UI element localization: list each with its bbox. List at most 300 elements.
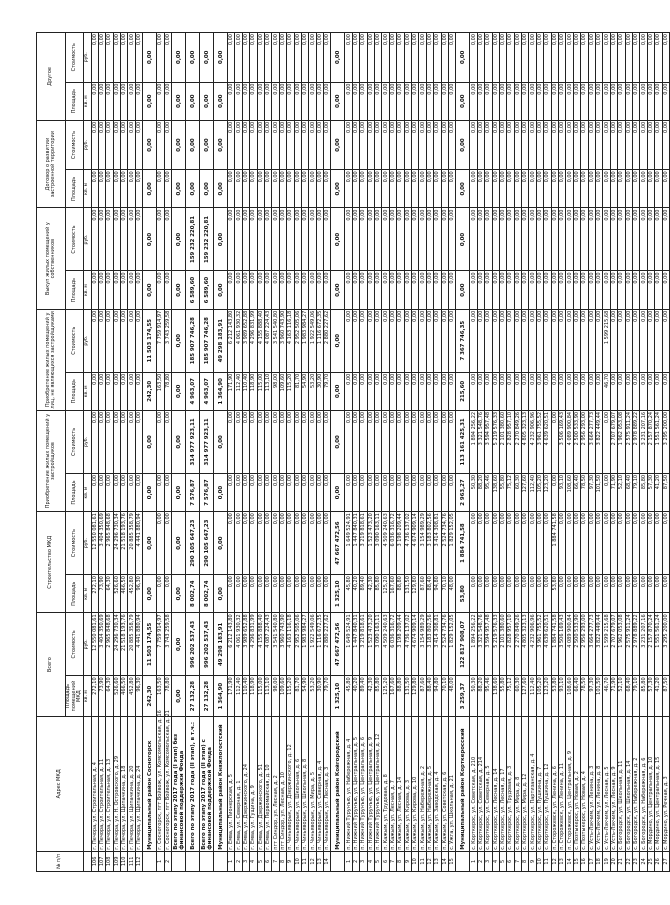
other-area: 0,00 <box>397 82 404 120</box>
contract-cost: 0,00 <box>172 120 186 169</box>
total-area: 125,20 <box>382 676 389 716</box>
other-acq-cost: 0,00 <box>128 309 135 372</box>
contract-area: 0,00 <box>536 170 543 208</box>
contract-area: 0,00 <box>272 170 279 208</box>
other-cost: 0,00 <box>287 33 294 83</box>
other-cost: 0,00 <box>98 33 105 83</box>
construction-area: 94,80 <box>434 575 441 613</box>
developer-area: 0,00 <box>287 473 294 511</box>
total-cost: 1 523 473,20 <box>367 613 374 676</box>
total-cost: 2 707 679,07 <box>610 613 617 676</box>
other-cost: 0,00 <box>186 33 200 83</box>
developer-area: 50,30 <box>470 473 477 511</box>
total-cost: 7 759 914,97 <box>157 613 164 676</box>
total-cost: 4 639 620,51 <box>544 613 551 676</box>
other-area: 0,00 <box>632 82 639 120</box>
row-address: г. Емва, ул. Пионерская, д. 5 <box>228 716 235 851</box>
construction-cost: 1 829 152,05 <box>448 512 455 575</box>
contract-area: 0,00 <box>434 170 441 208</box>
other-acq-cost: 0,00 <box>551 309 558 372</box>
total-area: 109,60 <box>279 676 286 716</box>
payment-cost: 0,00 <box>228 208 235 271</box>
payment-area: 0,00 <box>389 271 396 309</box>
row-address: г. Печора, ул. Строительная, д. 11 <box>98 716 105 851</box>
contract-area: 0,00 <box>172 170 186 208</box>
other-area: 0,00 <box>499 82 506 120</box>
other-acq-area: 113,10 <box>264 372 271 410</box>
construction-area: 0,00 <box>632 575 639 613</box>
total-cost: 2 500 533,90 <box>573 613 580 676</box>
construction-area: 0,00 <box>228 575 235 613</box>
other-cost: 0,00 <box>301 33 308 83</box>
other-area: 0,00 <box>655 82 662 120</box>
other-cost: 0,00 <box>257 33 264 83</box>
other-area: 0,00 <box>536 82 543 120</box>
other-area: 0,00 <box>157 82 164 120</box>
total-cost: 4 155 888,40 <box>257 613 264 676</box>
unit-blank <box>83 851 91 871</box>
payment-area: 0,00 <box>352 271 359 309</box>
contract-cost: 0,00 <box>397 120 404 169</box>
other-acq-cost: 0,00 <box>640 309 647 372</box>
other-cost: 0,00 <box>559 33 566 83</box>
payment-cost: 0,00 <box>287 208 294 271</box>
total-cost: 3 198 209,44 <box>397 613 404 676</box>
payment-area: 0,00 <box>485 271 492 309</box>
contract-cost: 0,00 <box>106 120 113 169</box>
row-address: п. Кажым, ул. Набережная, д. 2 <box>419 716 426 851</box>
developer-area: 0,00 <box>113 473 120 511</box>
construction-area: 53,80 <box>456 575 470 613</box>
contract-cost: 0,00 <box>309 120 316 169</box>
other-acq-cost: 0,00 <box>477 309 484 372</box>
payment-cost: 0,00 <box>113 208 120 271</box>
other-area: 0,00 <box>367 82 374 120</box>
payment-area: 0,00 <box>316 271 323 309</box>
subheader-cost: Стоимость <box>66 512 84 575</box>
contract-area: 0,00 <box>345 170 352 208</box>
payment-cost: 0,00 <box>106 208 113 271</box>
construction-area: 0,00 <box>499 575 506 613</box>
other-acq-area: 0,00 <box>610 372 617 410</box>
payment-cost: 0,00 <box>536 208 543 271</box>
construction-cost: 0,00 <box>588 512 595 575</box>
developer-cost: 0,00 <box>324 410 331 473</box>
other-cost: 0,00 <box>477 33 484 83</box>
total-area: 46,70 <box>603 676 610 716</box>
payment-cost: 0,00 <box>375 208 382 271</box>
total-cost: 1 116 672,35 <box>316 613 323 676</box>
other-acq-cost: 0,00 <box>492 309 499 372</box>
payment-area: 0,00 <box>632 271 639 309</box>
total-cost: 4 163 116,18 <box>287 613 294 676</box>
row-number: 12 <box>426 851 433 871</box>
contract-cost: 0,00 <box>655 120 662 169</box>
other-cost: 0,00 <box>157 33 164 83</box>
other-cost: 0,00 <box>573 33 580 83</box>
payment-area: 0,00 <box>581 271 588 309</box>
contract-cost: 0,00 <box>345 120 352 169</box>
row-number: 14 <box>566 851 573 871</box>
other-acq-cost: 0,00 <box>419 309 426 372</box>
total-cost: 3 961 755,52 <box>536 613 543 676</box>
developer-area: 52,10 <box>618 473 625 511</box>
total-cost: 20 885 358,79 <box>128 613 135 676</box>
total-cost: 3 404 350,69 <box>98 613 105 676</box>
contract-area: 0,00 <box>419 170 426 208</box>
total-area: 68,40 <box>625 676 632 716</box>
other-acq-cost: 0,00 <box>448 309 455 372</box>
construction-area: 0,00 <box>640 575 647 613</box>
row-number: 11 <box>419 851 426 871</box>
developer-cost: 2 575 911,24 <box>625 410 632 473</box>
table-row <box>309 33 316 872</box>
total-cost: 12 550 081,61 <box>91 613 98 676</box>
other-cost: 0,00 <box>595 33 602 83</box>
total-cost: 24 296 730,34 <box>113 613 120 676</box>
developer-cost: 0,00 <box>331 410 345 473</box>
contract-cost: 0,00 <box>588 120 595 169</box>
developer-cost: 0,00 <box>375 410 382 473</box>
other-area: 0,00 <box>264 82 271 120</box>
other-acq-area: 0,00 <box>397 372 404 410</box>
construction-area: 0,00 <box>294 575 301 613</box>
construction-area: 0,00 <box>257 575 264 613</box>
developer-area: 66,40 <box>573 473 580 511</box>
total-cost: 4 061 930,32 <box>235 613 242 676</box>
total-area: 123,20 <box>544 676 551 716</box>
other-acq-cost: 185 907 746,28 <box>186 309 200 372</box>
other-acq-area: 0,00 <box>618 372 625 410</box>
other-acq-cost: 0,00 <box>397 309 404 372</box>
contract-area: 0,00 <box>507 170 514 208</box>
table-row <box>324 33 331 872</box>
construction-area: 0,00 <box>485 575 492 613</box>
total-area: 95,46 <box>485 676 492 716</box>
other-cost: 0,00 <box>397 33 404 83</box>
other-cost: 0,00 <box>214 33 228 83</box>
row-number: 8 <box>279 851 286 871</box>
total-cost: 6 036 316,72 <box>389 613 396 676</box>
contract-cost: 0,00 <box>242 120 249 169</box>
payment-area: 0,00 <box>514 271 521 309</box>
other-acq-area: 115,20 <box>287 372 294 410</box>
total-area: 1 325,10 <box>331 676 345 716</box>
table-row <box>647 33 654 872</box>
payment-cost: 0,00 <box>235 208 242 271</box>
construction-area: 0,00 <box>242 575 249 613</box>
contract-cost: 0,00 <box>507 120 514 169</box>
payment-area: 0,00 <box>287 271 294 309</box>
developer-area: 0,00 <box>345 473 352 511</box>
row-address: п. Нижний Турунъю, ул. Центральная, д. 12 <box>375 716 382 851</box>
developer-cost: 0,00 <box>426 410 433 473</box>
contract-cost: 0,00 <box>113 120 120 169</box>
table-row <box>157 33 164 872</box>
other-area: 0,00 <box>441 82 448 120</box>
total-cost: 3 231 207,16 <box>640 613 647 676</box>
developer-area: 0,00 <box>272 473 279 511</box>
construction-cost: 0,00 <box>264 512 271 575</box>
other-area: 0,00 <box>113 82 120 120</box>
construction-area: 85,80 <box>375 575 382 613</box>
developer-area: 0,00 <box>294 473 301 511</box>
other-acq-area: 0,00 <box>625 372 632 410</box>
developer-cost: 0,00 <box>235 410 242 473</box>
other-area: 0,00 <box>389 82 396 120</box>
payment-cost: 0,00 <box>544 208 551 271</box>
other-area: 0,00 <box>618 82 625 120</box>
total-area: 50,30 <box>470 676 477 716</box>
subheader-cost: Стоимость <box>66 410 84 473</box>
contract-cost: 0,00 <box>595 120 602 169</box>
total-cost: 1 599 215,68 <box>603 613 610 676</box>
other-area: 0,00 <box>106 82 113 120</box>
construction-area: 0,00 <box>647 575 654 613</box>
total-area: 98,00 <box>272 676 279 716</box>
other-acq-cost: 3 541 540,80 <box>272 309 279 372</box>
other-area: 0,00 <box>279 82 286 120</box>
construction-area: 0,00 <box>529 575 536 613</box>
construction-cost: 0,00 <box>492 512 499 575</box>
other-acq-area: 0,00 <box>529 372 536 410</box>
payment-area: 0,00 <box>507 271 514 309</box>
total-area: 78,50 <box>581 676 588 716</box>
contract-area: 0,00 <box>412 170 419 208</box>
table-row <box>287 33 294 872</box>
payment-area: 0,00 <box>367 271 374 309</box>
contract-cost: 0,00 <box>448 120 455 169</box>
total-cost: 4 087 224,43 <box>264 613 271 676</box>
developer-area: 0,00 <box>389 473 396 511</box>
construction-area: 0,00 <box>143 575 157 613</box>
other-cost: 0,00 <box>272 33 279 83</box>
payment-area: 0,00 <box>529 271 536 309</box>
other-acq-cost: 0,00 <box>352 309 359 372</box>
contract-area: 0,00 <box>113 170 120 208</box>
contract-area: 0,00 <box>128 170 135 208</box>
other-acq-area: 0,00 <box>331 372 345 410</box>
total-area: 45,80 <box>345 676 352 716</box>
construction-cost: 0,00 <box>242 512 249 575</box>
total-area: 242,30 <box>143 676 157 716</box>
other-cost: 0,00 <box>235 33 242 83</box>
construction-area: 0,00 <box>544 575 551 613</box>
row-number <box>143 851 157 871</box>
other-acq-cost: 0,00 <box>507 309 514 372</box>
other-acq-cost: 0,00 <box>499 309 506 372</box>
payment-area: 0,00 <box>121 271 128 309</box>
other-area: 0,00 <box>135 82 142 120</box>
construction-cost: 2 524 734,76 <box>441 512 448 575</box>
developer-area: 0,00 <box>214 473 228 511</box>
payment-cost: 0,00 <box>610 208 617 271</box>
other-cost: 0,00 <box>143 33 157 83</box>
other-cost: 0,00 <box>389 33 396 83</box>
other-acq-area: 0,00 <box>434 372 441 410</box>
other-cost: 0,00 <box>536 33 543 83</box>
developer-area: 0,00 <box>375 473 382 511</box>
other-cost: 0,00 <box>404 33 411 83</box>
total-cost: 3 822 449,44 <box>595 613 602 676</box>
other-acq-cost: 0,00 <box>573 309 580 372</box>
row-number: 6 <box>382 851 389 871</box>
construction-area: 73,90 <box>98 575 105 613</box>
units-row <box>83 33 91 872</box>
contract-area: 0,00 <box>588 170 595 208</box>
table-row <box>419 33 426 872</box>
row-address: п. Чиньяворык, ул. Дзержинского, д. 12 <box>287 716 294 851</box>
table-row <box>121 33 128 872</box>
developer-cost: 0,00 <box>113 410 120 473</box>
other-acq-area: 0,00 <box>375 372 382 410</box>
construction-cost: 0,00 <box>294 512 301 575</box>
contract-area: 0,00 <box>98 170 105 208</box>
unit-m2: кв. м <box>83 372 91 410</box>
construction-cost: 0,00 <box>485 512 492 575</box>
contract-cost: 0,00 <box>316 120 323 169</box>
other-cost: 0,00 <box>164 33 171 83</box>
contract-cost: 0,00 <box>640 120 647 169</box>
other-acq-area: 4 963,07 <box>186 372 200 410</box>
payment-cost: 0,00 <box>522 208 529 271</box>
other-acq-cost: 0,00 <box>485 309 492 372</box>
total-cost: 3 541 540,80 <box>272 613 279 676</box>
other-acq-cost: 7 367 746,35 <box>456 309 470 372</box>
unit-rub: руб. <box>83 33 91 83</box>
row-number: 7 <box>514 851 521 871</box>
other-acq-cost: 7 759 914,97 <box>157 309 164 372</box>
developer-cost: 3 321 548,76 <box>477 410 484 473</box>
developer-cost: 2 101 380,60 <box>499 410 506 473</box>
developer-area: 0,00 <box>397 473 404 511</box>
developer-cost: 0,00 <box>382 410 389 473</box>
developer-area: 0,00 <box>412 473 419 511</box>
row-number: 3 <box>485 851 492 871</box>
total-cost: 47 667 472,56 <box>331 613 345 676</box>
construction-cost: 290 105 647,23 <box>186 512 200 575</box>
table-row <box>492 33 499 872</box>
contract-cost: 0,00 <box>250 120 257 169</box>
row-address: с. Богородск, ул. Школьная, д. 14 <box>625 716 632 851</box>
construction-area: 53,80 <box>551 575 558 613</box>
construction-cost: 0,00 <box>647 512 654 575</box>
other-acq-cost: 0,00 <box>529 309 536 372</box>
payment-cost: 0,00 <box>143 208 157 271</box>
other-cost: 0,00 <box>135 33 142 83</box>
row-address: г. Печора, ул. Н. Островского, д. 29 <box>113 716 120 851</box>
total-area: 79,70 <box>324 676 331 716</box>
total-area: 85,80 <box>375 676 382 716</box>
other-area: 0,00 <box>309 82 316 120</box>
row-number: 25 <box>647 851 654 871</box>
table-row <box>610 33 617 872</box>
construction-area: 0,00 <box>625 575 632 613</box>
row-number: 22 <box>625 851 632 871</box>
other-cost: 0,00 <box>419 33 426 83</box>
row-number: 15 <box>573 851 580 871</box>
summary-row <box>200 33 214 872</box>
other-cost: 0,00 <box>514 33 521 83</box>
table-row <box>588 33 595 872</box>
other-cost: 0,00 <box>581 33 588 83</box>
other-acq-area: 115,00 <box>257 372 264 410</box>
construction-cost: 0,00 <box>157 512 164 575</box>
construction-area: 0,00 <box>610 575 617 613</box>
row-address: с. Корткерос, ул. Северная, д. 5 <box>485 716 492 851</box>
other-acq-cost: 49 298 183,91 <box>214 309 228 372</box>
payment-area: 6 589,60 <box>200 271 214 309</box>
developer-cost: 0,00 <box>412 410 419 473</box>
contract-cost: 0,00 <box>412 120 419 169</box>
developer-area: 123,20 <box>544 473 551 511</box>
row-number: 10 <box>294 851 301 871</box>
total-area: 30,90 <box>316 676 323 716</box>
table-row <box>279 33 286 872</box>
other-acq-cost: 0,00 <box>412 309 419 372</box>
developer-area: 79,10 <box>632 473 639 511</box>
row-number: 2 <box>235 851 242 871</box>
construction-cost: 0,00 <box>529 512 536 575</box>
developer-cost: 1 551 561,24 <box>655 410 662 473</box>
total-area: 88,40 <box>426 676 433 716</box>
contract-area: 0,00 <box>309 170 316 208</box>
payment-area: 0,00 <box>382 271 389 309</box>
contract-cost: 0,00 <box>235 120 242 169</box>
other-area: 0,00 <box>573 82 580 120</box>
other-area: 0,00 <box>250 82 257 120</box>
row-number: 5 <box>499 851 506 871</box>
developer-area: 55,80 <box>499 473 506 511</box>
payment-area: 0,00 <box>242 271 249 309</box>
total-cost: 4 805 323,13 <box>522 613 529 676</box>
payment-cost: 0,00 <box>507 208 514 271</box>
other-area: 0,00 <box>448 82 455 120</box>
payment-cost: 159 232 220,81 <box>186 208 200 271</box>
row-number: 12 <box>309 851 316 871</box>
construction-cost: 0,00 <box>250 512 257 575</box>
contract-area: 0,00 <box>448 170 455 208</box>
table-row <box>618 33 625 872</box>
other-cost: 0,00 <box>264 33 271 83</box>
other-area: 0,00 <box>331 82 345 120</box>
other-acq-cost: 0,00 <box>434 309 441 372</box>
payment-cost: 0,00 <box>419 208 426 271</box>
developer-area: 0,00 <box>242 473 249 511</box>
table-row <box>250 33 257 872</box>
total-area: 53,80 <box>551 676 558 716</box>
contract-area: 0,00 <box>404 170 411 208</box>
other-acq-cost: 0,00 <box>360 309 367 372</box>
other-acq-cost: 0,00 <box>655 309 662 372</box>
construction-area: 0,00 <box>470 575 477 613</box>
total-area: 466,50 <box>121 676 128 716</box>
other-area: 0,00 <box>316 82 323 120</box>
table-row <box>272 33 279 872</box>
contract-cost: 0,00 <box>544 120 551 169</box>
other-area: 0,00 <box>287 82 294 120</box>
row-address: пгт Синдор, ул. Лесная, д. 2 <box>272 716 279 851</box>
row-address: с. Мордино, ул. Центральная, д. 10 <box>647 716 654 851</box>
construction-area: 0,00 <box>477 575 484 613</box>
other-acq-cost: 0,00 <box>121 309 128 372</box>
total-cost: 1 649 524,91 <box>345 613 352 676</box>
other-cost: 0,00 <box>331 33 345 83</box>
other-acq-cost: 0,00 <box>98 309 105 372</box>
contract-area: 0,00 <box>655 170 662 208</box>
total-area: 526,60 <box>113 676 120 716</box>
construction-cost: 0,00 <box>470 512 477 575</box>
